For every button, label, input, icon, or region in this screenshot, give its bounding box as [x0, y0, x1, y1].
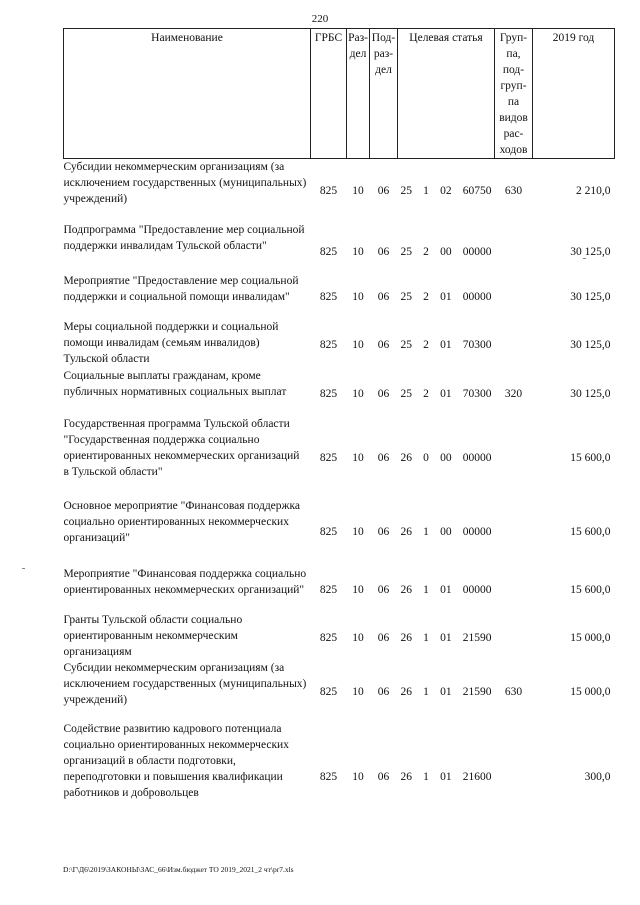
- row-expense-type: 630: [504, 685, 523, 698]
- target-article-part: 26: [400, 770, 412, 783]
- target-article-part: 2: [423, 338, 429, 351]
- target-article-part: 0: [423, 451, 429, 464]
- scan-mark: [583, 258, 586, 259]
- table-row: [64, 566, 615, 612]
- row-target-article: [398, 222, 495, 273]
- target-article-part: 00: [440, 525, 452, 538]
- row-podrazdel: 06: [377, 338, 390, 351]
- row-amount: 15 000,0: [570, 685, 611, 698]
- header-podrazdel: Под- раз- дел: [370, 29, 398, 159]
- target-article-part: 00000: [462, 245, 492, 258]
- row-expense-type: [495, 612, 533, 660]
- target-article-part: 01: [440, 770, 452, 783]
- row-expense-type: [495, 498, 533, 566]
- target-article-part: 1: [423, 685, 429, 698]
- table-row: [64, 368, 615, 416]
- row-amount: 15 600,0: [570, 583, 611, 596]
- row-razdel: 10: [352, 338, 364, 351]
- row-grbs: 825: [319, 245, 338, 258]
- row-razdel: 10: [352, 290, 364, 303]
- table-row: [64, 416, 615, 498]
- row-amount: 30 125,0: [570, 387, 611, 400]
- row-razdel: 10: [352, 451, 364, 464]
- table-row: [64, 222, 615, 273]
- row-name: Мероприятие "Предоставление мер социальной поддержки и социальной помощи инвалидам": [63, 274, 299, 303]
- budget-table: [63, 28, 615, 801]
- target-article-part: 21600: [462, 770, 492, 783]
- row-expense-type: [495, 416, 533, 498]
- target-article-part: 2: [423, 290, 429, 303]
- row-expense-type: [495, 273, 533, 319]
- row-expense-type: [495, 566, 533, 612]
- row-razdel: 10: [352, 387, 364, 400]
- row-target-article: [398, 612, 495, 660]
- row-grbs: 825: [319, 451, 338, 464]
- row-podrazdel: 06: [377, 685, 390, 698]
- target-article-part: 00000: [462, 583, 492, 596]
- row-grbs: 825: [319, 770, 338, 783]
- row-amount: 15 600,0: [570, 451, 611, 464]
- row-razdel: 10: [352, 245, 364, 258]
- target-article-part: 01: [440, 387, 452, 400]
- row-podrazdel: 06: [377, 387, 390, 400]
- target-article-part: 26: [400, 525, 412, 538]
- row-target-article: [398, 159, 495, 222]
- header-expense-group: Груп- па, под- груп- па видов рас- ходов: [495, 29, 533, 159]
- target-article-part: 2: [423, 387, 429, 400]
- row-podrazdel: 06: [377, 770, 390, 783]
- target-article-part: 01: [440, 685, 452, 698]
- row-grbs: 825: [319, 185, 338, 197]
- row-grbs: 825: [319, 631, 338, 644]
- row-name: Субсидии некоммерческим организациям (за исключением государственных (муниципальных) учреждений): [63, 161, 307, 205]
- target-article-part: 21590: [462, 685, 492, 698]
- row-name: Меры социальной поддержки и социальной помощи инвалидам (семьям инвалидов) Тульской области: [63, 320, 279, 365]
- row-amount: 30 125,0: [570, 245, 611, 258]
- table-body: [64, 159, 615, 801]
- row-target-article: [398, 416, 495, 498]
- header-target-article: Целевая статья: [398, 29, 495, 159]
- row-grbs: 825: [319, 387, 338, 400]
- target-article-part: 00: [440, 245, 452, 258]
- row-expense-type: 320: [504, 387, 523, 400]
- target-article-part: 25: [400, 290, 412, 303]
- row-target-article: [398, 660, 495, 721]
- target-article-part: 1: [423, 185, 429, 197]
- row-podrazdel: 06: [377, 583, 390, 596]
- target-article-part: 25: [400, 245, 412, 258]
- table-row: [64, 273, 615, 319]
- target-article-part: 00000: [462, 451, 492, 464]
- header-razdel: Раз- дел: [347, 29, 370, 159]
- target-article-part: 1: [423, 631, 429, 644]
- row-podrazdel: 06: [377, 631, 390, 644]
- header-grbs: ГРБС: [311, 29, 347, 159]
- target-article-part: 70300: [462, 387, 492, 400]
- target-article-part: 26: [400, 451, 412, 464]
- header-year-2019: 2019 год: [533, 29, 615, 159]
- row-name: Социальные выплаты гражданам, кроме публичных нормативных социальных выплат: [63, 369, 287, 398]
- target-article-part: 26: [400, 685, 412, 698]
- target-article-part: 1: [423, 583, 429, 596]
- row-amount: 15 000,0: [570, 631, 611, 644]
- row-name: Содействие развитию кадрового потенциала социально ориентированных некоммерческих организаций в области подготовки, переподготовки и повышения квалификации работников и добровольцев: [63, 722, 289, 799]
- target-article-part: 2: [423, 245, 429, 258]
- target-article-part: 21590: [462, 631, 492, 644]
- target-article-part: 26: [400, 631, 412, 644]
- target-article-part: 25: [400, 185, 412, 197]
- row-name: Подпрограмма "Предоставление мер социальной поддержки инвалидам Тульской области": [63, 223, 305, 252]
- row-target-article: [398, 368, 495, 416]
- file-path-footer: D:\Г\Д6\2019\ЗАКОНЫ\ЗАС_66\Изм.бюджет ТО 2019_2021_2 чт\pr7.xls: [63, 865, 294, 874]
- row-name: Мероприятие "Финансовая поддержка социально ориентированных некоммерческих организаций": [63, 567, 307, 596]
- target-article-part: 01: [440, 631, 452, 644]
- row-razdel: 10: [352, 185, 364, 197]
- table-row: [64, 721, 615, 801]
- table-row: [64, 660, 615, 721]
- row-target-article: [398, 721, 495, 801]
- row-expense-type: 630: [504, 185, 523, 197]
- target-article-part: 1: [423, 525, 429, 538]
- row-podrazdel: 06: [377, 245, 390, 258]
- target-article-part: 00000: [462, 290, 492, 303]
- row-razdel: 10: [352, 525, 364, 538]
- table-row: [64, 159, 615, 222]
- row-name: Государственная программа Тульской области "Государственная поддержка социально ориентированных некоммерческих организаций в Тульской области": [63, 417, 300, 478]
- target-article-part: 01: [440, 338, 452, 351]
- row-razdel: 10: [352, 583, 364, 596]
- target-article-part: 01: [440, 290, 452, 303]
- row-amount: 15 600,0: [570, 525, 611, 538]
- row-target-article: [398, 566, 495, 612]
- row-razdel: 10: [352, 631, 364, 644]
- row-amount: 30 125,0: [570, 290, 611, 303]
- target-article-part: 00: [440, 451, 452, 464]
- row-grbs: 825: [319, 338, 338, 351]
- header-row: [64, 29, 615, 159]
- row-razdel: 10: [352, 770, 364, 783]
- row-expense-type: [495, 721, 533, 801]
- target-article-part: 1: [423, 770, 429, 783]
- table-row: [64, 498, 615, 566]
- target-article-part: 00000: [462, 525, 492, 538]
- row-target-article: [398, 319, 495, 368]
- page-number: 220: [311, 13, 329, 25]
- table-row: [64, 612, 615, 660]
- row-name: Субсидии некоммерческим организациям (за исключением государственных (муниципальных) учреждений): [63, 661, 307, 706]
- row-grbs: 825: [319, 583, 338, 596]
- target-article-part: 70300: [462, 338, 492, 351]
- target-article-part: 25: [400, 387, 412, 400]
- target-article-part: 26: [400, 583, 412, 596]
- row-expense-type: [495, 319, 533, 368]
- row-razdel: 10: [352, 685, 364, 698]
- row-target-article: [398, 273, 495, 319]
- row-amount: 30 125,0: [570, 338, 611, 351]
- row-podrazdel: 06: [377, 525, 390, 538]
- row-podrazdel: 06: [377, 185, 390, 197]
- target-article-part: 60750: [462, 185, 492, 197]
- row-name: Основное мероприятие "Финансовая поддержка социально ориентированных некоммерческих организаций": [63, 499, 300, 544]
- row-expense-type: [495, 222, 533, 273]
- table-row: [64, 319, 615, 368]
- target-article-part: 01: [440, 583, 452, 596]
- row-target-article: [398, 498, 495, 566]
- target-article-part: 25: [400, 338, 412, 351]
- scan-mark: [22, 568, 25, 569]
- row-amount: 2 210,0: [576, 185, 611, 197]
- row-amount: 300,0: [584, 770, 611, 783]
- target-article-part: 02: [440, 185, 452, 197]
- row-name: Гранты Тульской области социально ориентированным некоммерческим организациям: [63, 613, 243, 658]
- row-podrazdel: 06: [377, 290, 390, 303]
- header-name: Наименование: [64, 29, 311, 159]
- row-grbs: 825: [319, 685, 338, 698]
- row-grbs: 825: [319, 525, 338, 538]
- row-podrazdel: 06: [377, 451, 390, 464]
- row-grbs: 825: [319, 290, 338, 303]
